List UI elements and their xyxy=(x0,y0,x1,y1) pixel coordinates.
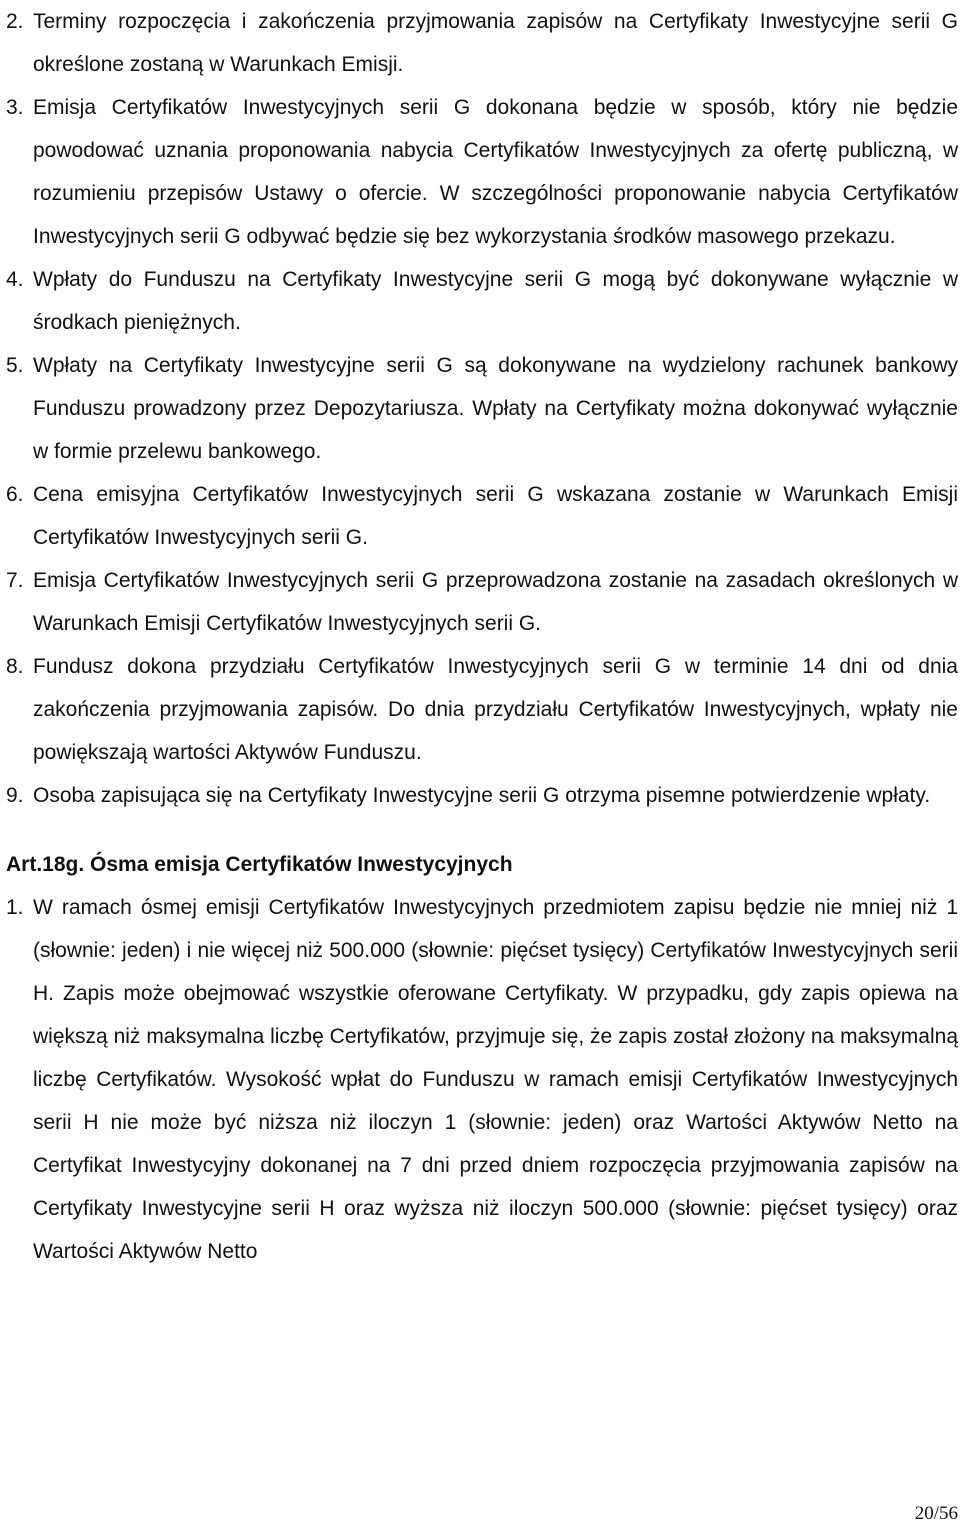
list-item xyxy=(6,258,958,344)
list-item xyxy=(6,886,958,1273)
list-item-number: 7. xyxy=(6,569,24,592)
list-item-number: 9. xyxy=(6,784,24,807)
list-item-text: Fundusz dokona przydziału Certyfikatów Inwestycyjnych serii G w terminie 14 dni od dnia zakończenia przyjmowania zapisów. Do dnia przydziału Certyfikatów Inwestycyjnych, wpłaty nie powiększają wartości Aktywów Funduszu. xyxy=(33,655,958,764)
list-item-text: Cena emisyjna Certyfikatów Inwestycyjnych serii G wskazana zostanie w Warunkach Emisji Certyfikatów Inwestycyjnych serii G. xyxy=(33,483,958,549)
numbered-list-series-g xyxy=(6,0,958,817)
list-item xyxy=(6,86,958,258)
section-heading: Art.18g. Ósma emisja Certyfikatów Inwestycyjnych xyxy=(6,853,513,876)
list-item-number: 8. xyxy=(6,655,24,678)
list-item-text: Emisja Certyfikatów Inwestycyjnych serii G przeprowadzona zostanie na zasadach określonych w Warunkach Emisji Certyfikatów Inwestycyjnych serii G. xyxy=(33,569,958,635)
numbered-list-series-h xyxy=(6,886,958,1273)
list-item-number: 5. xyxy=(6,354,24,377)
list-item xyxy=(6,344,958,473)
list-item xyxy=(6,0,958,86)
list-item-text: Terminy rozpoczęcia i zakończenia przyjmowania zapisów na Certyfikaty Inwestycyjne serii G określone zostaną w Warunkach Emisji. xyxy=(33,10,958,76)
list-item-text: Wpłaty do Funduszu na Certyfikaty Inwestycyjne serii G mogą być dokonywane wyłącznie w środkach pieniężnych. xyxy=(33,268,958,334)
list-item-text: W ramach ósmej emisji Certyfikatów Inwestycyjnych przedmiotem zapisu będzie nie mniej niż 1 (słownie: jeden) i nie więcej niż 500.000 (słownie: pięćset tysięcy) Certyfikatów Inwestycyjnych serii H. Zapis może obejmować wszystkie oferowane Certyfikaty. W przypadku, gdy zapis opiewa na większą niż maksymalna liczbę Certyfikatów, przyjmuje się, że zapis został złożony na maksymalną liczbę Certyfikatów. Wysokość wpłat do Funduszu w ramach emisji Certyfikatów Inwestycyjnych serii H nie może być niższa niż iloczyn 1 (słownie: jeden) oraz Wartości Aktywów Netto na Certyfikat Inwestycyjny dokonanej na 7 dni przed dniem rozpoczęcia przyjmowania zapisów na Certyfikaty Inwestycyjne serii H oraz wyższa niż iloczyn 500.000 (słownie: pięćset tysięcy) oraz Wartości Aktywów Netto xyxy=(33,896,958,1263)
list-item-number: 1. xyxy=(6,896,24,919)
list-item-text: Wpłaty na Certyfikaty Inwestycyjne serii G są dokonywane na wydzielony rachunek bankowy Funduszu prowadzony przez Depozytariusza. Wpłaty na Certyfikaty można dokonywać wyłącznie w formie przelewu bankowego. xyxy=(33,354,958,463)
list-item xyxy=(6,645,958,774)
list-item-number: 2. xyxy=(6,10,24,33)
list-item xyxy=(6,774,958,817)
list-item-number: 6. xyxy=(6,483,24,506)
list-item-text: Osoba zapisująca się na Certyfikaty Inwestycyjne serii G otrzyma pisemne potwierdzenie wpłaty. xyxy=(33,784,931,807)
list-item-number: 3. xyxy=(6,96,24,119)
list-item xyxy=(6,559,958,645)
list-item xyxy=(6,473,958,559)
document-body xyxy=(6,0,958,1273)
list-item-text: Emisja Certyfikatów Inwestycyjnych serii G dokonana będzie w sposób, który nie będzie powodować uznania proponowania nabycia Certyfikatów Inwestycyjnych za ofertę publiczną, w rozumieniu przepisów Ustawy o ofercie. W szczególności proponowanie nabycia Certyfikatów Inwestycyjnych serii G odbywać będzie się bez wykorzystania środków masowego przekazu. xyxy=(33,96,958,248)
list-item-number: 4. xyxy=(6,268,24,291)
page-number: 20/56 xyxy=(914,1503,958,1524)
